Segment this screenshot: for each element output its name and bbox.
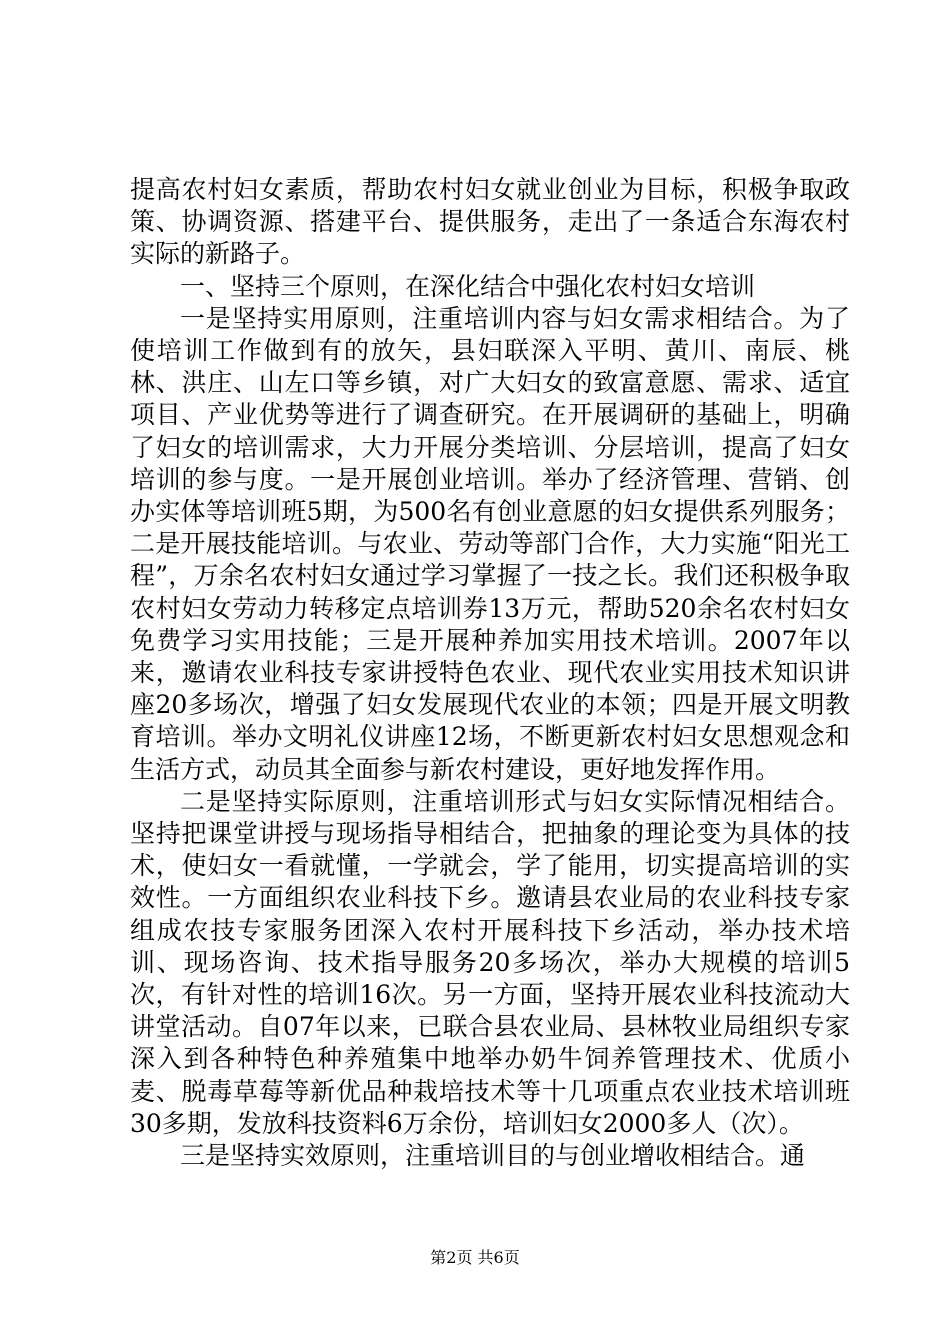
paragraph-principle-three: 三是坚持实效原则，注重培训目的与创业增收相结合。通 [180,1141,806,1171]
paragraph-continuation: 提高农村妇女素质，帮助农村妇女就业创业为目标，积极争取政策、协调资源、搭建平台、提供服务，走出了一条适合东海农村实际的新路子。 [130,175,850,269]
paragraph-principle-two: 二是坚持实际原则，注重培训形式与妇女实际情况相结合。坚持把课堂讲授与现场指导相结合，把抽象的理论变为具体的技术，使妇女一看就懂，一学就会，学了能用，切实提高培训的实效性。一方面组织农业科技下乡。邀请县农业局的农业科技专家组成农技专家服务团深入农村开展科技下乡活动，举办技术培训、现场咨询、技术指导服务20多场次，举办大规模的培训5次，有针对性的培训16次。另一方面，坚持开展农业科技流动大讲堂活动。自07年以来，已联合县农业局、县林牧业局组织专家深入到各种特色种养殖集中地举办奶牛饲养管理技术、优质小麦、脱毒草莓等新优品种栽培技术等十几项重点农业技术培训班30多期，发放科技资料6万余份，培训妇女2000多人（次）。 [130,786,850,1138]
document-body [130,174,850,1172]
paragraph-principle-one: 一是坚持实用原则，注重培训内容与妇女需求相结合。为了使培训工作做到有的放矢，县妇联深入平明、黄川、南辰、桃林、洪庄、山左口等乡镇，对广大妇女的致富意愿、需求、适宜项目、产业优势等进行了调查研究。在开展调研的基础上，明确了妇女的培训需求，大力开展分类培训、分层培训，提高了妇女培训的参与度。一是开展创业培训。举办了经济管理、营销、创办实体等培训班5期，为500名有创业意愿的妇女提供系列服务；二是开展技能培训。与农业、劳动等部门合作，大力实施“阳光工程”，万余名农村妇女通过学习掌握了一技之长。我们还积极争取农村妇女劳动力转移定点培训券13万元，帮助520余名农村妇女免费学习实用技能；三是开展种养加实用技术培训。2007年以来，邀请农业科技专家讲授特色农业、现代农业实用技术知识讲座20多场次，增强了妇女发展现代农业的本领；四是开展文明教育培训。举办文明礼仪讲座12场，不断更新农村妇女思想观念和生活方式，动员其全面参与新农村建设，更好地发挥作用。 [130,303,850,784]
page-number-footer: 第2页 共6页 [430,1248,520,1267]
section-heading: 一、坚持三个原则，在深化结合中强化农村妇女培训 [180,271,756,301]
